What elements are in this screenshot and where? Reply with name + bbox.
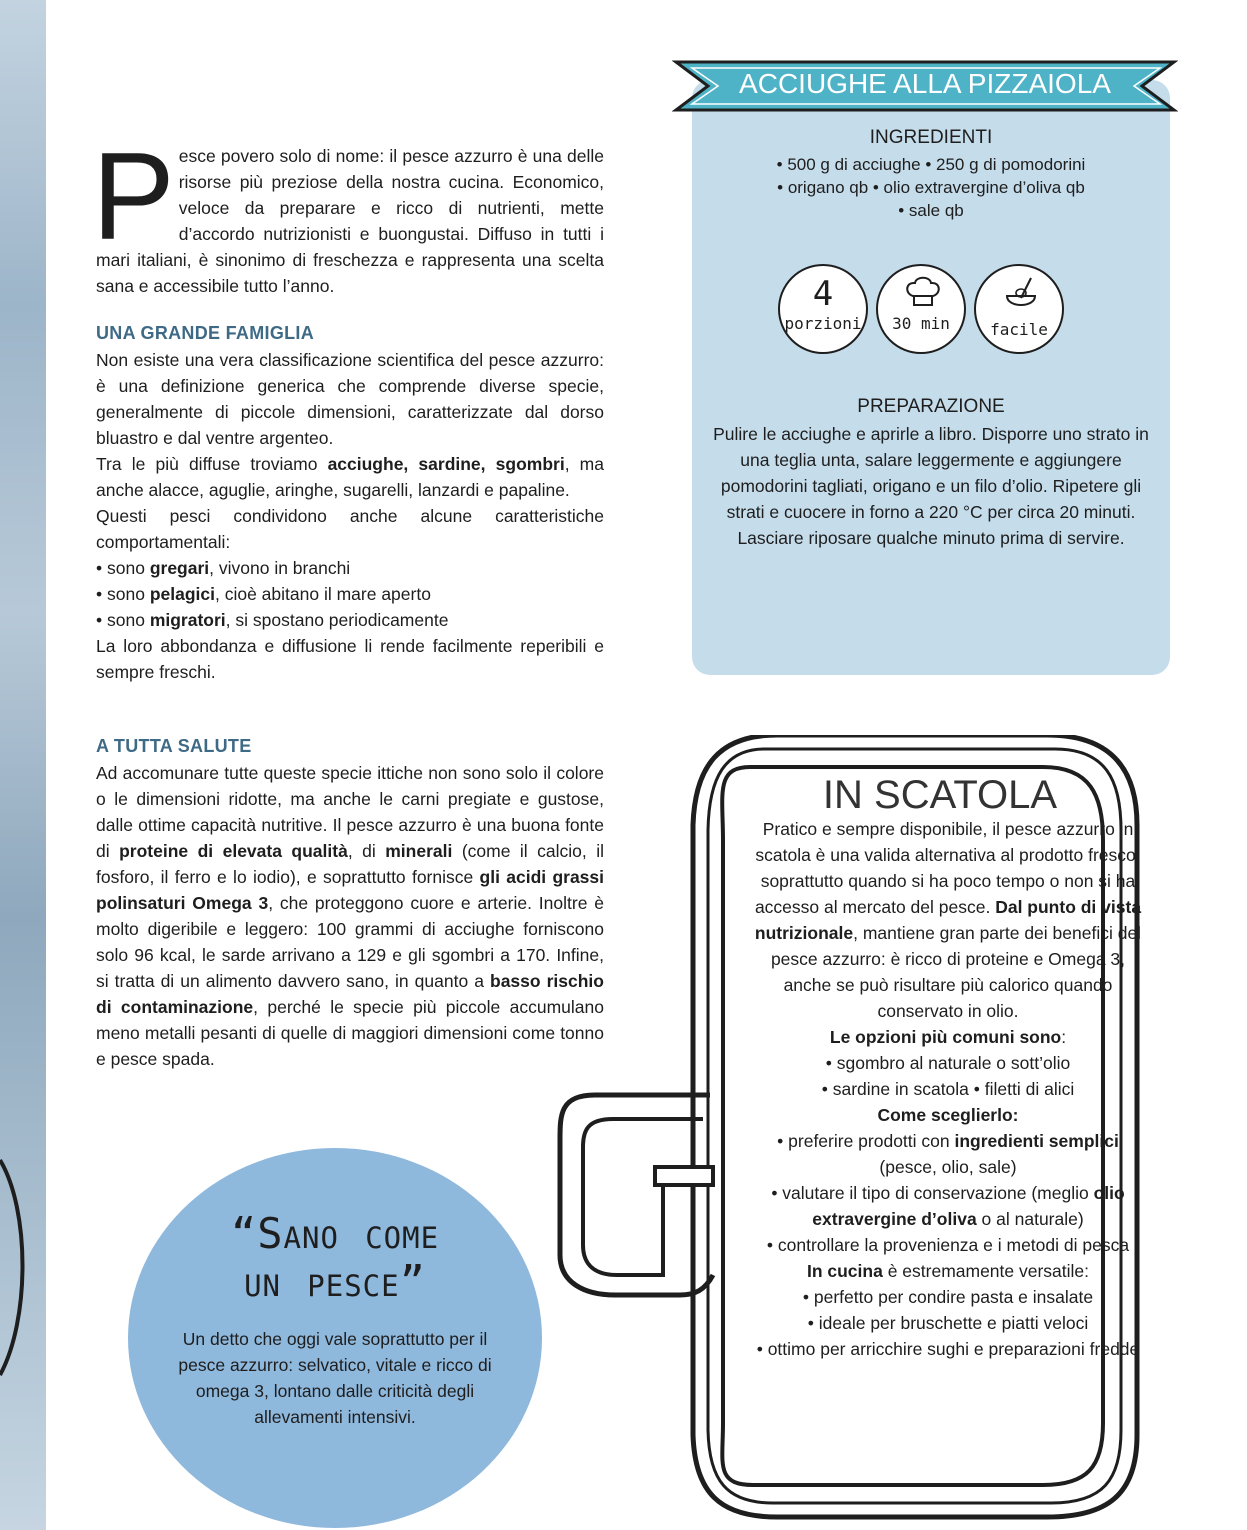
portions-number: 4 [812, 274, 834, 314]
text: , di [347, 841, 386, 861]
list-item: • perfetto per condire pasta e insalate [802, 1287, 1094, 1307]
quote-line: un pesce” [244, 1257, 426, 1306]
bold-text: migratori [149, 610, 226, 630]
bold-text: proteine di elevata qualità [119, 841, 348, 861]
text: o al naturale) [976, 1209, 1084, 1229]
list-item: • sgombro al naturale o sott’olio [825, 1053, 1071, 1073]
quote-text: Un detto che oggi vale soprattutto per il pesce azzurro: selvatico, vitale e ricco di omega 3, lontano dalle criticità degli allevamenti intensivi. [178, 1329, 492, 1427]
list-item [96, 607, 604, 633]
list-item [96, 555, 604, 581]
difficulty-label: facile [990, 320, 1048, 339]
paragraph [96, 451, 604, 503]
bold-text: In cucina [806, 1261, 883, 1281]
preparation-text: Pulire le acciughe e aprirle a libro. Disporre uno strato in una teglia unta, salare leggermente e aggiungere pomodorini tagliati, origano e un filo d’olio. Ripetere gli strati e cuocere in forno a 220 °C per circa 20 minuti. Lasciare riposare qualche minuto prima di servire. [713, 424, 1149, 548]
ingredients-list [692, 153, 1170, 222]
text: , mantiene gran parte dei benefici del pesce azzurro: è ricco di proteine e Omega 3, anche se può risultare più calorico quando conservato in olio. [770, 923, 1142, 1021]
text: • preferire prodotti con [777, 1131, 955, 1151]
bold-text: gregari [149, 558, 210, 578]
text: • sono [96, 610, 150, 630]
ingredient-line: • 500 g di acciughe • 250 g di pomodorini [776, 155, 1086, 174]
time-badge [876, 264, 966, 354]
preparation-title: PREPARAZIONE [857, 396, 1005, 417]
list-item: • ideale per bruschette e piatti veloci [807, 1313, 1089, 1333]
list-item [748, 1180, 1148, 1232]
text: , che proteggono cuore e arterie. Inoltre è molto digeribile e leggero: 100 grammi di acciughe forniscono solo 96 kcal, le sarde arrivano a 129 e gli sgombri a 170. Infine, si tratta di un alimento davvero sano, in quanto a [96, 893, 604, 991]
difficulty-badge [974, 264, 1064, 354]
portions-label: porzioni [784, 314, 862, 333]
section-tutta-salute [96, 733, 604, 1072]
intro-paragraph [92, 128, 604, 299]
text: (pesce, olio, sale) [879, 1157, 1017, 1177]
bold-text: Le opzioni più comuni sono [829, 1027, 1062, 1047]
text: , vivono in branchi [209, 558, 351, 578]
whisk-bowl-icon [1001, 274, 1041, 314]
text: , perché le specie più piccole accumulano meno metalli pesanti di quelle di maggiori dimensioni come tonno e pesce spada. [96, 997, 604, 1069]
chef-hat-icon [903, 274, 943, 310]
bold-text: basso rischio di contaminazione [96, 971, 604, 1017]
text: Ad accomunare tutte queste specie ittiche non sono solo il colore o le dimensioni ridotte, ma anche le carni pregiate e gustose, dalle ottime capacità nutritive. Il pesce azzurro è una buona fonte di [96, 763, 604, 861]
decorative-arc [0, 1150, 40, 1380]
bold-text: pelagici [149, 584, 215, 604]
time-label: 30 min [892, 314, 950, 333]
text: Tra le più diffuse troviamo [96, 454, 328, 474]
bold-text: gli acidi grassi polinsaturi Omega 3 [96, 867, 605, 913]
paragraph [748, 1102, 1148, 1128]
section-heading: A TUTTA SALUTE [96, 736, 252, 756]
section-heading: UNA GRANDE FAMIGLIA [96, 323, 315, 343]
portions-badge [778, 264, 868, 354]
paragraph: Questi pesci condividono anche alcune caratteristiche comportamentali: [96, 506, 604, 552]
bold-text: olio extravergine d’oliva [812, 1183, 1125, 1229]
bold-text: Come sceglierlo: [877, 1105, 1019, 1125]
text: • sono [96, 584, 150, 604]
intro-text: esce povero solo di nome: il pesce azzurro è una delle risorse più preziose della nostra cucina. Economico, veloce da preparare e ricco di nutrienti, mette d’accordo nutrizionisti e buongustai. Diffuso in tutti i mari italiani, è sinonimo di freschezza e rappresenta una scelta sana e accessibile tutto l’anno. [96, 146, 604, 296]
list-item: • controllare la provenienza e i metodi di pesca [766, 1235, 1130, 1255]
list-item [96, 581, 604, 607]
text: • sono [96, 558, 150, 578]
paragraph [748, 1024, 1148, 1050]
list-item: • sardine in scatola • filetti di alici [821, 1079, 1075, 1099]
text: è estremamente versatile: [882, 1261, 1090, 1281]
drop-cap: P [92, 128, 175, 266]
can-title: IN SCATOLA [822, 773, 1058, 817]
text: , ma anche alacce, aguglie, aringhe, sugarelli, lanzardi e papaline. [96, 454, 604, 500]
paragraph [748, 1258, 1148, 1284]
quote-line: “Sano come [230, 1209, 440, 1258]
bold-text: Dal punto di vista nutrizionale [754, 897, 1142, 943]
text: : [1061, 1027, 1067, 1047]
text: Pratico e sempre disponibile, il pesce azzurro in scatola è una valida alternativa al prodotto fresco, soprattutto quando si ha poco tempo o non si ha accesso al mercato del pesce. [754, 819, 1141, 917]
paragraph: Non esiste una vera classificazione scientifica del pesce azzurro: è una definizione generica che comprende diverse specie, generalmente di piccole dimensioni, caratterizzate dal dorso bluastro e dal ventre argenteo. [96, 350, 604, 448]
list-item: • ottimo per arricchire sughi e preparazioni fredde [756, 1339, 1140, 1359]
bold-text: minerali [385, 841, 453, 861]
quote-title [150, 1210, 520, 1306]
ingredient-line: • sale qb [898, 201, 964, 220]
text: , si spostano periodicamente [225, 610, 449, 630]
ingredient-line: • origano qb • olio extravergine d’oliva qb [777, 178, 1085, 197]
paragraph [96, 760, 604, 1072]
text: (come il calcio, il fosforo, il ferro e lo iodio), e soprattutto fornisce [96, 841, 605, 887]
recipe-title: ACCIUGHE ALLA PIZZAIOLA [739, 68, 1111, 99]
list-item [748, 1128, 1148, 1180]
bold-text: acciughe, sardine, sgombri [327, 454, 565, 474]
bold-text: ingredienti semplici [954, 1131, 1119, 1151]
section-grande-famiglia [96, 320, 604, 685]
paragraph: La loro abbondanza e diffusione li rende facilmente reperibili e sempre freschi. [96, 636, 604, 682]
can-body [748, 816, 1148, 1362]
text: • valutare il tipo di conservazione (meglio [771, 1183, 1094, 1203]
paragraph [748, 816, 1148, 1024]
ingredients-title: INGREDIENTI [869, 127, 993, 148]
text: , cioè abitano il mare aperto [214, 584, 431, 604]
